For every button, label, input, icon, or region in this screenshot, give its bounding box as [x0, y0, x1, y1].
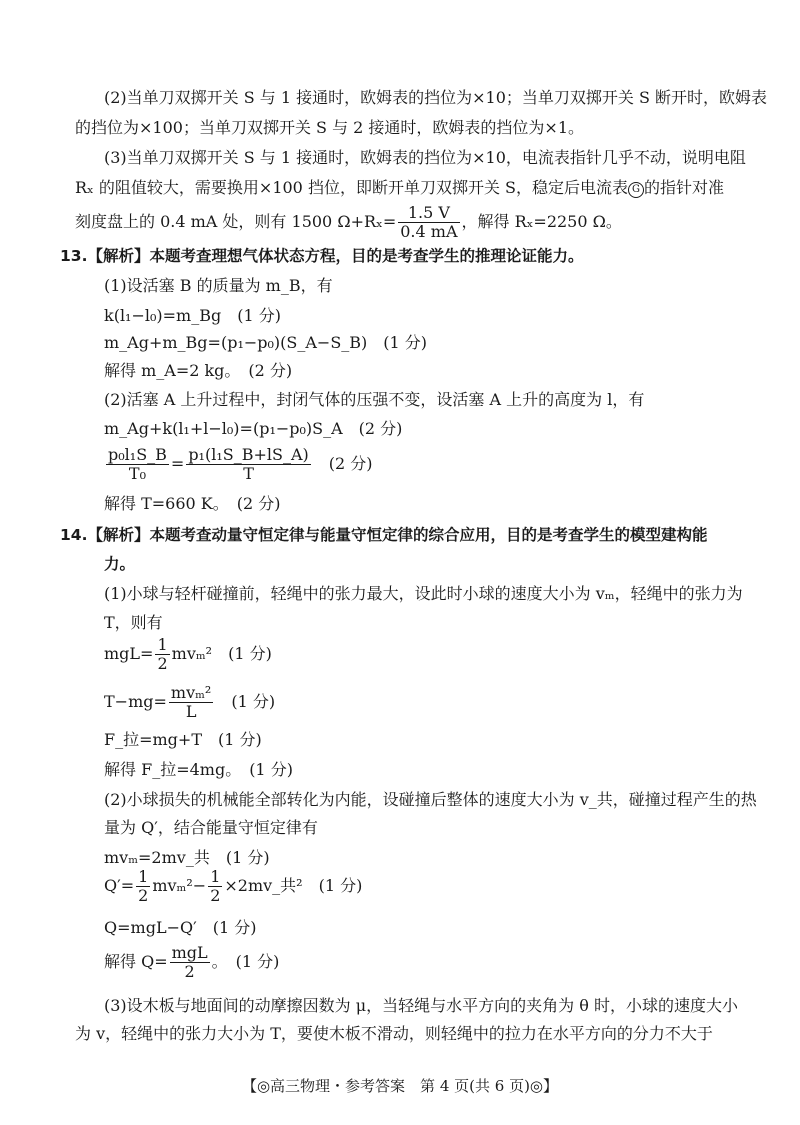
- q14-eq6-num1: 1: [138, 867, 149, 886]
- q13-line8: 解得 T=660 K。 (2 分): [104, 494, 281, 513]
- q13-fraction-left: [106, 446, 169, 483]
- q12-part3-line2: [75, 178, 724, 198]
- q14-eq3: F_拉=mg+T (1 分): [104, 730, 262, 749]
- q12-part2-line1: (2)当单刀双掷开关 S 与 1 接通时，欧姆表的挡位为×10；当单刀双掷开关 S 断开时，欧姆表: [104, 88, 768, 107]
- q14-eq2-left: T−mg=: [104, 692, 167, 711]
- q14-part2-line1: (2)小球损失的机械能全部转化为内能，设碰撞后整体的速度大小为 v_共，碰撞过程产生的热: [104, 790, 757, 809]
- q14-part3-line2: 为 v，轻绳中的张力大小为 T，要使木板不滑动，则轻绳中的拉力在水平方向的分力不大于: [75, 1024, 713, 1043]
- q14-eq2: [104, 684, 275, 721]
- q14-eq1-num: 1: [157, 635, 168, 654]
- q14-eq2-fraction: [169, 684, 213, 721]
- q14-eq2-den: L: [185, 702, 197, 721]
- q13-line5: (2)活塞 A 上升过程中，封闭气体的压强不变，设活塞 A 上升的高度为 l，有: [104, 390, 645, 409]
- q12-fraction: [398, 204, 459, 241]
- ammeter-symbol: G: [628, 182, 644, 198]
- q14-eq1-left: mgL=: [104, 644, 154, 663]
- q14-header-line1: 14.【解析】本题考查动量守恒定律与能量守恒定律的综合应用，目的是考查学生的模型建构能: [60, 526, 708, 544]
- q14-eq6-fraction2: [208, 868, 222, 905]
- q14-part3-line1: (3)设木板与地面间的动摩擦因数为 μ，当轻绳与水平方向的夹角为 θ 时，小球的速度大小: [104, 996, 738, 1015]
- q14-eq1-fraction: [155, 636, 169, 673]
- q13-line2: k(l₁−l₀)=m_Bg (1 分): [104, 306, 281, 325]
- q14-eq1-den: 2: [157, 654, 168, 673]
- q13-equals: =: [170, 454, 185, 473]
- q14-part2-line2: 量为 Q′，结合能量守恒定律有: [104, 818, 318, 837]
- q14-header-line2: 力。: [104, 555, 136, 573]
- q14-eq6: [104, 868, 362, 905]
- q13-line1: (1)设活塞 B 的质量为 m_B，有: [104, 276, 333, 295]
- q13-line3: m_Ag+m_Bg=(p₁−p₀)(S_A−S_B) (1 分): [104, 333, 428, 352]
- q12-part3-line1: (3)当单刀双掷开关 S 与 1 接通时，欧姆表的挡位为×10，电流表指针几乎不动，说明电阻: [104, 148, 746, 167]
- q14-eq6-fraction1: [136, 868, 150, 905]
- q13-fraction-right-den: T: [243, 464, 254, 483]
- q14-eq1: [104, 636, 272, 673]
- q14-eq2-num: mvₘ²: [170, 683, 212, 702]
- q13-line7: [104, 446, 373, 483]
- q14-eq6-mid: mvₘ²−: [152, 876, 207, 895]
- q14-eq8: [104, 944, 279, 981]
- q14-eq8-fraction: [170, 944, 210, 981]
- q14-eq8-den: 2: [184, 962, 195, 981]
- q13-line7-score: (2 分): [328, 454, 373, 473]
- q14-eq6-num2: 1: [210, 867, 221, 886]
- q13-fraction-left-den: T₀: [128, 464, 146, 483]
- q12-equation-text: 刻度盘上的 0.4 mA 处，则有 1500 Ω+Rₓ=: [75, 212, 397, 231]
- q12-part3-line2-tail: 的指针对准: [644, 178, 725, 197]
- q12-fraction-denominator: 0.4 mA: [400, 222, 458, 241]
- q14-eq5: mvₘ=2mv_共 (1 分): [104, 848, 270, 867]
- q14-eq4: 解得 F_拉=4mg。 (1 分): [104, 760, 293, 779]
- q13-fraction-left-num: p₀l₁S_B: [108, 445, 167, 464]
- q13-line6: m_Ag+k(l₁+l−l₀)=(p₁−p₀)S_A (2 分): [104, 419, 403, 438]
- q13-header: 13.【解析】本题考查理想气体状态方程，目的是考查学生的推理论证能力。: [60, 247, 584, 265]
- q14-eq6-right: ×2mv_共² (1 分): [224, 876, 363, 895]
- q12-part3-line2-text: Rₓ 的阻值较大，需要换用×100 挡位，即断开单刀双掷开关 S，稳定后电流表: [75, 178, 628, 197]
- q14-eq7: Q=mgL−Q′ (1 分): [104, 918, 257, 937]
- q13-fraction-right: [186, 446, 310, 483]
- q14-eq6-den1: 2: [138, 886, 149, 905]
- q14-eq6-left: Q′=: [104, 876, 135, 895]
- q14-eq8-num: mgL: [171, 943, 208, 962]
- q14-part1-line2: T，则有: [104, 613, 163, 632]
- q14-eq1-right: mvₘ² (1 分): [171, 644, 272, 663]
- q12-part2-line2: 的挡位为×100；当单刀双掷开关 S 与 2 接通时，欧姆表的挡位为×1。: [75, 118, 585, 137]
- q12-fraction-numerator: 1.5 V: [398, 204, 459, 223]
- q12-part3-line3: [75, 204, 622, 241]
- q13-fraction-right-num: p₁(l₁S_B+lS_A): [188, 445, 309, 464]
- page-footer: 【◎高三物理・参考答案 第 4 页(共 6 页)◎】: [241, 1077, 559, 1095]
- q13-line4: 解得 m_A=2 kg。 (2 分): [104, 361, 293, 380]
- q14-eq2-right: (1 分): [231, 692, 276, 711]
- q12-equation-result: ，解得 Rₓ=2250 Ω。: [461, 212, 622, 231]
- q14-eq8-left: 解得 Q=: [104, 952, 168, 971]
- q14-part1-line1: (1)小球与轻杆碰撞前，轻绳中的张力最大，设此时小球的速度大小为 vₘ，轻绳中的张力为: [104, 584, 743, 603]
- q14-eq6-den2: 2: [210, 886, 221, 905]
- q14-eq8-right: 。 (1 分): [211, 952, 280, 971]
